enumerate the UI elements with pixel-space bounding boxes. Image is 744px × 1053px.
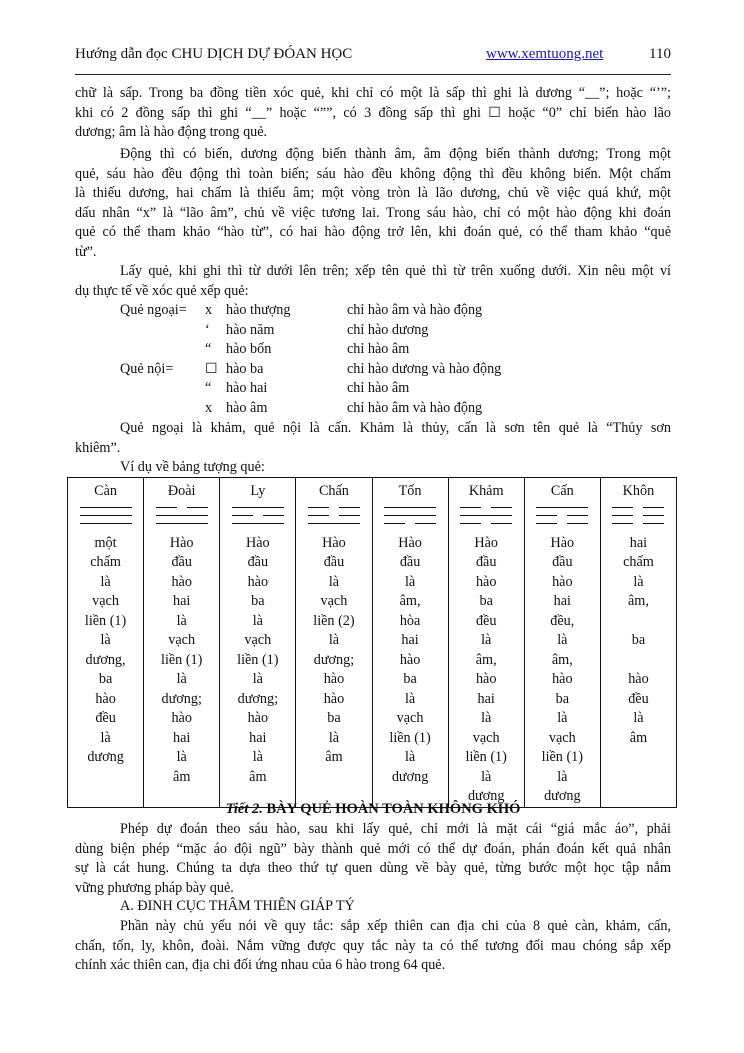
description-word: là xyxy=(252,671,263,687)
yin-line xyxy=(156,504,208,512)
line-note: chỉ hào dương xyxy=(347,321,429,338)
description-word: Hào xyxy=(550,534,575,551)
trigram-description xyxy=(449,528,524,807)
text-line: Động thì có biến, dương động biến thành âm, âm động biến thành dương; Trong một xyxy=(120,146,671,162)
trigram-name: Càn xyxy=(94,483,117,499)
paragraph-casting-order xyxy=(75,262,671,301)
description-word: hào xyxy=(247,710,269,726)
example-row xyxy=(120,399,620,419)
description-word: âm xyxy=(173,768,191,785)
description-word: hai xyxy=(477,690,495,707)
trigram-symbol xyxy=(156,504,208,528)
description-word: hào xyxy=(323,671,345,687)
trigram-cell xyxy=(144,478,220,808)
description-word: là xyxy=(404,573,416,590)
trigram-symbol xyxy=(384,504,436,528)
yin-line xyxy=(460,504,512,512)
description-word: vạch xyxy=(548,729,576,746)
trigram-description xyxy=(220,528,295,788)
description-word: vạch xyxy=(396,710,424,726)
description-word: hào xyxy=(171,573,192,590)
trigram-name: Ly xyxy=(250,483,266,499)
description-word: dương xyxy=(467,788,505,804)
paragraph-moving-lines xyxy=(75,145,671,262)
yin-line xyxy=(612,520,664,528)
description-word: là xyxy=(404,749,416,765)
line-position: hào năm xyxy=(226,321,275,338)
description-word: hào xyxy=(552,671,573,687)
yang-line xyxy=(308,520,360,528)
description-word: là xyxy=(252,749,263,765)
example-row xyxy=(120,321,620,341)
description-word: dương xyxy=(544,788,581,804)
paragraph-arranging xyxy=(75,820,671,898)
yang-line xyxy=(536,504,588,512)
line-position: hào bốn xyxy=(226,341,272,357)
description-word: ba xyxy=(631,632,646,648)
paragraph-example-result xyxy=(75,419,671,458)
example-hexagram-list xyxy=(120,301,620,418)
description-word: là xyxy=(176,749,187,765)
yin-line xyxy=(536,512,588,520)
description-word: ba xyxy=(555,690,570,707)
description-word: hào xyxy=(628,671,649,687)
section-heading xyxy=(75,800,671,820)
description-word: Hào xyxy=(398,534,422,551)
description-word: là xyxy=(557,710,568,726)
description-word: đều xyxy=(475,612,497,629)
line-position: hào thượng xyxy=(226,302,291,318)
line-position: hào hai xyxy=(226,380,268,396)
text-line: Ví dụ về bảng tượng quẻ: xyxy=(120,459,265,475)
description-word: vạch xyxy=(92,593,119,609)
trigram-cell xyxy=(524,478,600,808)
trigram-header xyxy=(525,478,600,528)
yang-line xyxy=(384,504,436,512)
text-line: dụ thực tế về xóc quẻ xếp quẻ: xyxy=(75,282,249,299)
text-line: Phép dự đoán theo sáu hào, sau khi lấy quẻ, chỉ mới là mặt cái “giá mắc áo”, phải xyxy=(120,821,671,837)
line-position: hào âm xyxy=(226,399,268,416)
description-word: vạch xyxy=(472,729,500,746)
text-line: sự là cát hung. Chúng ta dựa theo thứ tự quen dùng về bày quẻ, từng bước một học tập nắm xyxy=(75,860,671,876)
description-word: hòa xyxy=(399,612,421,629)
example-row xyxy=(120,360,620,380)
description-word: hào xyxy=(95,690,116,707)
line-mark: ‘ xyxy=(205,321,210,338)
description-word: liền (1) xyxy=(237,651,279,668)
header-rule xyxy=(75,74,671,75)
description-word: âm xyxy=(629,729,648,746)
line-note: chỉ hào âm và hào động xyxy=(347,399,483,416)
description-word: vạch xyxy=(320,593,348,609)
section-label: Tiết 2. xyxy=(225,801,263,817)
text-line: vững phương pháp bày quẻ. xyxy=(75,879,234,896)
description-word: đều, xyxy=(550,612,575,629)
description-word: là xyxy=(557,768,568,785)
example-row xyxy=(120,301,620,321)
description-word: dương; xyxy=(237,690,279,707)
yin-line xyxy=(308,512,360,520)
description-word: âm, xyxy=(399,593,421,609)
description-word: hai xyxy=(553,593,571,609)
text-line: dấu nhân “x” là “lão âm”, chủ về việc tương lai. Trong sáu hào, chỉ có một hào động khi đoán xyxy=(75,204,671,221)
yang-line xyxy=(232,504,284,512)
description-word: đều xyxy=(628,690,649,707)
text-line: chấn, tốn, ly, khôn, đoài. Nắm vững được quy tắc này ta có thể tương đối mau chóng sắp xếp xyxy=(75,937,671,954)
description-word: hào xyxy=(475,671,497,687)
trigram-description xyxy=(601,528,676,749)
description-word: hai xyxy=(629,534,648,551)
description-word: liền (1) xyxy=(389,729,431,746)
description-word: là xyxy=(176,671,187,687)
trigram-header xyxy=(373,478,448,528)
text-line: là thiếu dương, hai chấm là thiếu âm; một vòng tròn là lão dương, chủ về việc quá khứ, một xyxy=(75,185,671,201)
subsection-heading: A. ĐINH CỤC THÂM THIÊN GIÁP TÝ xyxy=(120,898,355,914)
trigram-symbol xyxy=(460,504,512,528)
text-line: khiêm”. xyxy=(75,439,121,456)
description-word: liền (1) xyxy=(465,749,507,765)
description-word: hào xyxy=(552,573,573,590)
text-line: quẻ, sáu hào đều động thì toàn biến; sáu hào đều không động thì đều không biến. Một chấm xyxy=(75,165,671,182)
description-word: dương; xyxy=(313,651,355,668)
description-word: là xyxy=(404,690,416,707)
trigram-group-label: Quẻ nội= xyxy=(120,360,174,377)
description-word: là xyxy=(100,729,111,746)
trigram-symbol xyxy=(536,504,588,528)
yin-line xyxy=(308,504,360,512)
line-mark: x xyxy=(205,399,213,416)
description-word: dương; xyxy=(161,690,202,707)
yin-line xyxy=(460,520,512,528)
description-word: ba xyxy=(479,593,493,609)
description-word xyxy=(601,651,676,671)
text-line: chữ là sấp. Trong ba đồng tiền xóc quẻ, khi chỉ có một là sấp thì ghi là dương “__”; hoặc “’”; xyxy=(75,85,671,101)
line-note: chỉ hào âm xyxy=(347,380,410,396)
trigram-cell xyxy=(600,478,676,808)
description-word: chấm xyxy=(90,554,121,570)
trigram-description xyxy=(296,528,371,768)
description-word: âm, xyxy=(627,593,649,609)
description-word: là xyxy=(328,632,340,648)
description-word: là xyxy=(481,710,492,726)
description-word: hai xyxy=(249,729,267,746)
trigram-cell xyxy=(68,478,144,808)
description-word: là xyxy=(328,573,340,590)
description-word: Hào xyxy=(474,534,498,551)
description-word: đầu xyxy=(399,554,421,570)
yang-line xyxy=(156,520,208,528)
description-word: liền (2) xyxy=(313,612,355,629)
description-word: là xyxy=(176,612,187,629)
yin-line xyxy=(612,512,664,520)
trigram-cell xyxy=(372,478,448,808)
trigram-description xyxy=(144,528,219,788)
description-word: hào xyxy=(475,573,497,590)
description-word: liền (1) xyxy=(161,651,203,668)
trigram-header xyxy=(220,478,295,528)
description-word: một xyxy=(94,534,117,551)
trigram-name: Tốn xyxy=(398,483,422,499)
trigram-cell xyxy=(296,478,372,808)
line-mark: “ xyxy=(205,341,212,357)
description-word: chấm xyxy=(623,554,654,570)
book-title: Hướng dẫn đọc CHU DỊCH DỰ ĐÓAN HỌC xyxy=(75,46,353,62)
description-word: ba xyxy=(98,671,113,687)
yin-line xyxy=(536,520,588,528)
trigram-cell xyxy=(448,478,524,808)
line-position: hào ba xyxy=(226,360,264,377)
yang-line xyxy=(384,512,436,520)
yin-line xyxy=(612,504,664,512)
description-word: là xyxy=(481,768,492,785)
description-word: Hào xyxy=(169,534,194,551)
trigram-name: Chấn xyxy=(318,483,349,499)
text-line: Lấy quẻ, khi ghi thì từ dưới lên trên; xếp tên quẻ thì từ trên xuống dưới. Xin nêu một ví xyxy=(120,263,671,279)
example-row xyxy=(120,340,620,360)
description-word: âm, xyxy=(551,651,573,668)
yang-line xyxy=(232,520,284,528)
description-word: đầu xyxy=(475,554,497,570)
description-word: là xyxy=(252,612,263,629)
trigram-name: Khôn xyxy=(622,483,655,499)
example-row xyxy=(120,379,620,399)
page-header xyxy=(75,46,671,68)
trigram-description xyxy=(68,528,143,768)
description-word: Hào xyxy=(322,534,346,551)
description-word: dương xyxy=(391,768,429,785)
page-number: 110 xyxy=(649,46,671,62)
text-line: quẻ có thể tham khảo “hào từ”, có hai hào động trở lên, khi đoán quẻ, có thể tham khảo “quẻ xyxy=(75,224,671,240)
trigram-name: Khảm xyxy=(468,483,504,499)
trigram-row xyxy=(68,478,677,808)
trigram-name: Đoài xyxy=(167,483,196,499)
paragraph-rules xyxy=(75,917,671,976)
description-word: đầu xyxy=(323,554,345,570)
description-word: là xyxy=(557,632,568,648)
text-line: Phần này chủ yếu nói về quy tắc: sắp xếp thiên can địa chi của 8 quẻ càn, khảm, cấn, xyxy=(120,918,671,934)
trigram-description xyxy=(373,528,448,788)
trigram-header xyxy=(144,478,219,528)
text-line: chính xác thiên can, địa chi đối ứng nhau của 6 hào trong 64 quẻ. xyxy=(75,957,446,973)
description-word: vạch xyxy=(168,632,196,648)
line-mark: x xyxy=(205,302,213,318)
description-word: đều xyxy=(95,710,116,726)
description-word: âm xyxy=(325,749,343,765)
description-word: vạch xyxy=(244,632,272,648)
trigram-table xyxy=(67,477,677,808)
description-word: dương, xyxy=(85,651,126,668)
text-line: khi có 2 đồng sấp thì ghi “__” hoặc “””, có 3 đồng sấp thì ghi ☐ hoặc “0” chỉ biến hào lão xyxy=(75,104,671,121)
yang-line xyxy=(80,512,132,520)
text-line: từ”. xyxy=(75,243,97,260)
line-mark: “ xyxy=(205,380,212,396)
yang-line xyxy=(460,512,512,520)
description-word: đầu xyxy=(171,554,192,570)
line-mark: ☐ xyxy=(205,360,218,377)
description-word: ba xyxy=(327,710,341,726)
description-word: là xyxy=(100,632,111,648)
description-word: âm xyxy=(249,768,267,785)
description-word: hào xyxy=(247,573,269,590)
description-word: hào xyxy=(171,710,192,726)
description-word: đầu xyxy=(247,554,269,570)
description-word: hào xyxy=(399,651,421,668)
trigram-header xyxy=(449,478,524,528)
line-note: chỉ hào dương và hào động xyxy=(347,360,502,377)
description-word: âm, xyxy=(475,651,497,668)
text-line: Quẻ ngoại là khảm, quẻ nội là cấn. Khảm là thủy, cấn là sơn tên quẻ là “Thủy sơn xyxy=(120,420,671,436)
description-word: ba xyxy=(251,593,265,609)
trigram-symbol xyxy=(232,504,284,528)
description-word: dương xyxy=(87,749,124,765)
description-word: là xyxy=(100,573,111,590)
line-note: chỉ hào âm xyxy=(347,341,410,357)
yang-line xyxy=(80,504,132,512)
description-word: là xyxy=(633,710,644,726)
description-word: ba xyxy=(403,671,417,687)
description-word: là xyxy=(481,632,492,648)
table-intro xyxy=(75,458,671,478)
yin-line xyxy=(384,520,436,528)
description-word: hai xyxy=(401,632,419,648)
line-note: chỉ hào âm và hào động xyxy=(347,302,483,318)
description-word: hào xyxy=(323,690,345,707)
trigram-description xyxy=(525,528,600,807)
trigram-symbol xyxy=(612,504,664,528)
trigram-group-label: Quẻ ngoại= xyxy=(120,302,187,318)
description-word: hai xyxy=(173,729,191,746)
section-title-text: BÀY QUẺ HOÀN TOÀN KHÔNG KHÓ xyxy=(266,801,521,817)
description-word: liền (1) xyxy=(541,749,583,765)
trigram-symbol xyxy=(308,504,360,528)
description-word: Hào xyxy=(245,534,270,551)
trigram-symbol xyxy=(80,504,132,528)
trigram-header xyxy=(68,478,143,528)
trigram-header xyxy=(601,478,676,528)
text-line: dương; âm là hào động trong quẻ. xyxy=(75,124,268,140)
description-word: là xyxy=(328,729,340,746)
description-word: là xyxy=(633,573,644,590)
description-word: đầu xyxy=(552,554,573,570)
paragraph-coin-rules xyxy=(75,84,671,143)
trigram-cell xyxy=(220,478,296,808)
description-word: liền (1) xyxy=(84,612,127,629)
text-line: dùng biện phép “mặc áo đội ngũ” bày thành quẻ mới có thể dự đoán, phán đoán kết quả nhân xyxy=(75,840,671,857)
description-word xyxy=(601,612,676,632)
website-link[interactable]: www.xemtuong.net xyxy=(486,46,604,62)
yin-line xyxy=(232,512,284,520)
yang-line xyxy=(80,520,132,528)
trigram-header xyxy=(296,478,371,528)
trigram-name: Cấn xyxy=(550,483,574,499)
yang-line xyxy=(156,512,208,520)
description-word: hai xyxy=(173,593,191,609)
